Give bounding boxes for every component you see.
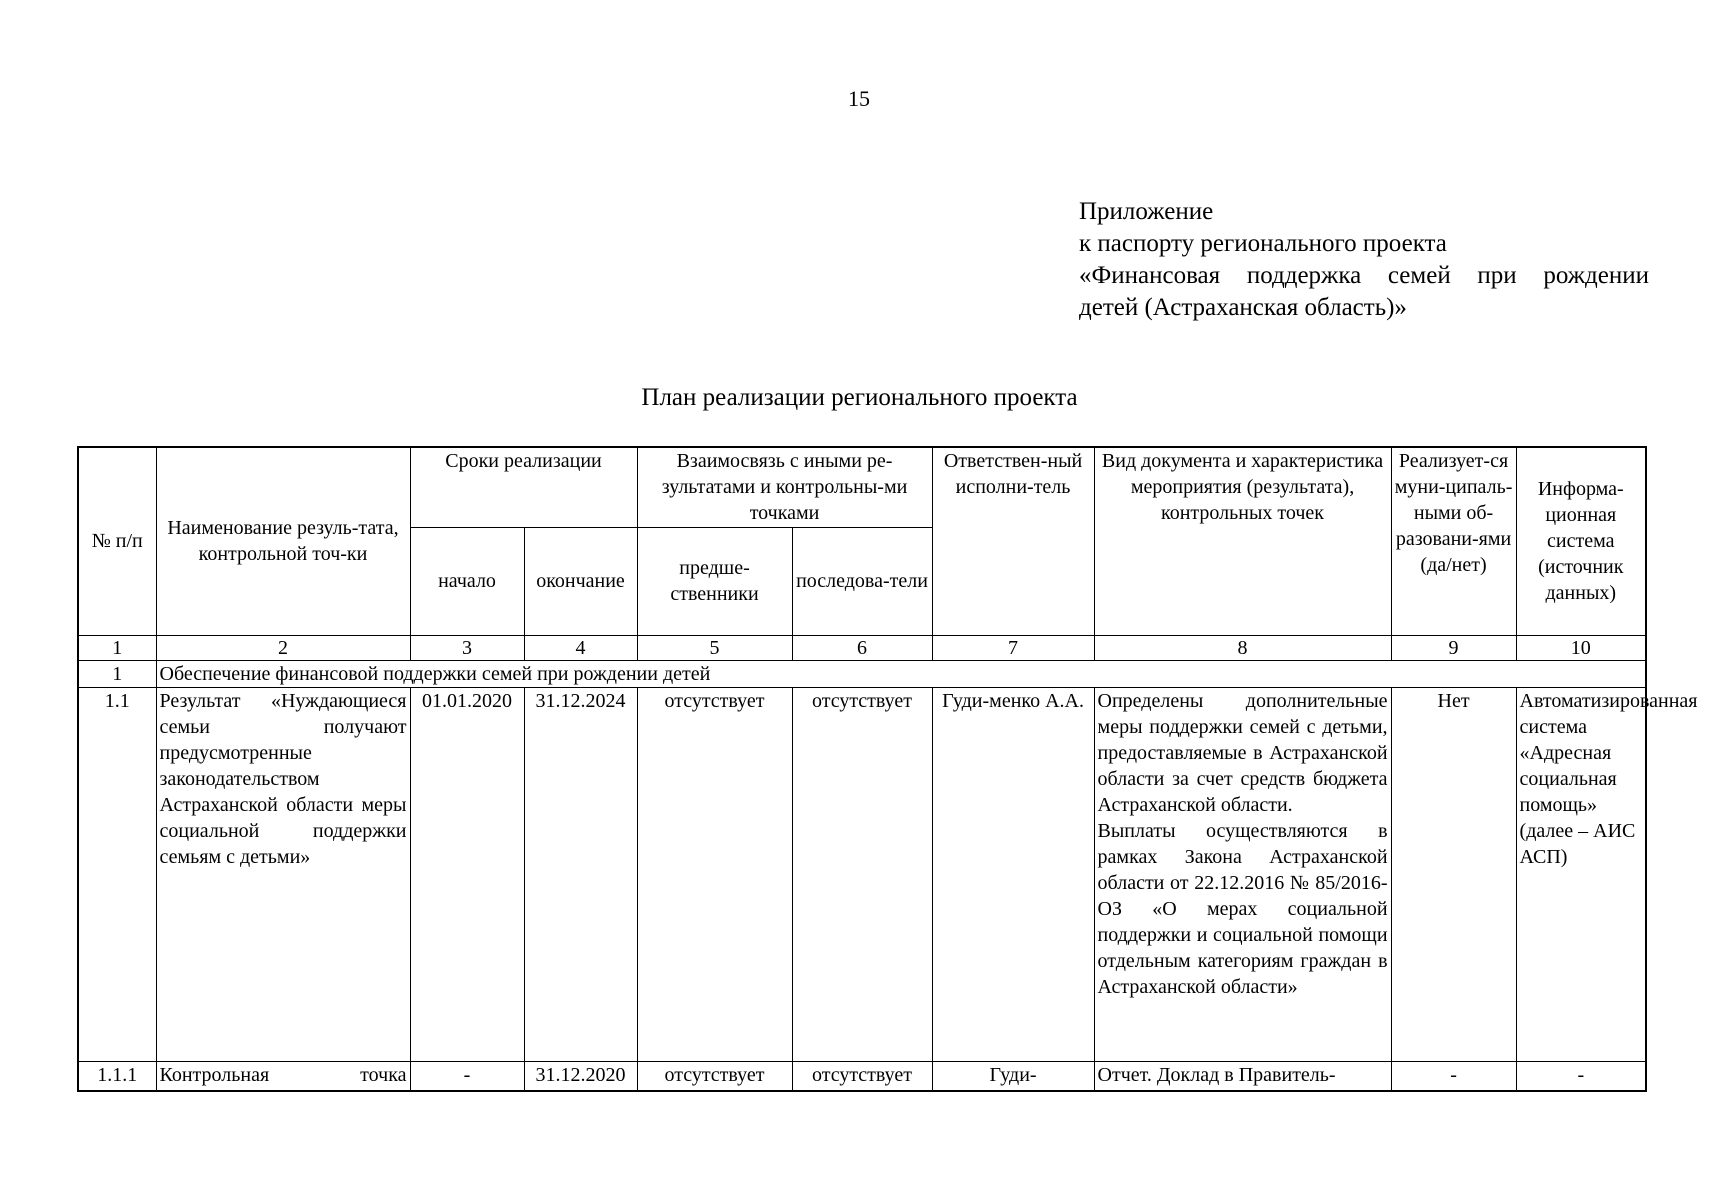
column-number: 6 [792, 635, 932, 660]
annex-line-4: детей (Астраханская область)» [1079, 294, 1407, 321]
header-start: начало [410, 527, 524, 635]
row-info-system: - [1516, 1061, 1646, 1091]
column-number: 10 [1516, 635, 1646, 660]
row-num: 1.1 [78, 687, 156, 1061]
section-num: 1 [78, 660, 156, 687]
row-num: 1.1.1 [78, 1061, 156, 1091]
header-terms: Сроки реализации [410, 447, 637, 527]
row-responsible: Гуди- [932, 1061, 1094, 1091]
plan-table [77, 446, 1698, 1092]
header-municipal: Реализует-ся муни-ципаль-ными об-разовани-ями (да/нет) [1391, 447, 1516, 635]
header-end: окончание [524, 527, 637, 635]
row-end: 31.12.2020 [524, 1061, 637, 1091]
column-number: 2 [156, 635, 410, 660]
section-row [78, 660, 1646, 687]
annex-line-2: к паспорту регионального проекта [1079, 230, 1447, 257]
column-number: 8 [1094, 635, 1391, 660]
table-row [78, 687, 1646, 1061]
annex-line-1: Приложение [1079, 198, 1214, 225]
column-number: 1 [78, 635, 156, 660]
row-name: Результат «Нуждающиеся семьи получают предусмотренные законодательством Астраханской области меры социальной поддержки семьям с детьми» [156, 687, 410, 1061]
column-number: 9 [1391, 635, 1516, 660]
row-doc-type: Отчет. Доклад в Правитель- [1094, 1061, 1391, 1091]
row-successors: отсутствует [792, 687, 932, 1061]
column-number: 4 [524, 635, 637, 660]
row-successors: отсутствует [792, 1061, 932, 1091]
header-responsible: Ответствен-ный исполни-тель [932, 447, 1094, 635]
column-number-row [78, 635, 1646, 660]
row-predecessors: отсутствует [637, 687, 792, 1061]
header-predecessors: предше-ственники [637, 527, 792, 635]
section-title: Обеспечение финансовой поддержки семей при рождении детей [156, 660, 1646, 687]
row-responsible: Гуди-менко А.А. [932, 687, 1094, 1061]
table-row [78, 1061, 1646, 1091]
row-start: - [410, 1061, 524, 1091]
annex-line-3: «Финансовая поддержка семей при рождении [1079, 262, 1649, 289]
row-name: Контрольная точка [156, 1061, 410, 1091]
header-name: Наименование резуль-тата, контрольной точ-ки [156, 447, 410, 635]
row-end: 31.12.2024 [524, 687, 637, 1061]
plan-title: План реализации регионального проекта [641, 384, 1078, 411]
column-number: 3 [410, 635, 524, 660]
header-links: Взаимосвязь с иными ре-зультатами и контрольны-ми точками [637, 447, 932, 527]
row-info-system: Автоматизированная система «Адресная социальная помощь» (далее – АИС АСП) [1516, 687, 1646, 1061]
header-num: № п/п [78, 447, 156, 635]
row-municipal: Нет [1391, 687, 1516, 1061]
header-doc-type: Вид документа и характеристика мероприятия (результата), контрольных точек [1094, 447, 1391, 635]
column-number: 5 [637, 635, 792, 660]
header-successors: последова-тели [792, 527, 932, 635]
header-info-system: Информа-ционная система (источник данных) [1516, 447, 1646, 635]
row-predecessors: отсутствует [637, 1061, 792, 1091]
row-start: 01.01.2020 [410, 687, 524, 1061]
page-number: 15 [848, 86, 870, 111]
row-municipal: - [1391, 1061, 1516, 1091]
column-number: 7 [932, 635, 1094, 660]
annex-block [1079, 196, 1649, 324]
row-doc-type [1094, 687, 1391, 1061]
row-doc-type-paragraph: Выплаты осуществляются в рамках Закона Астраханской области от 22.12.2016 № 85/2016-ОЗ «О мерах социальной поддержки и социальной помощи отдельным категориям граждан в Астраханской области» [1097, 819, 1388, 998]
row-doc-type-paragraph: Определены дополнительные меры поддержки семей с детьми, предоставляемые в Астраханской области за счет средств бюджета Астраханской области. [1097, 689, 1388, 816]
